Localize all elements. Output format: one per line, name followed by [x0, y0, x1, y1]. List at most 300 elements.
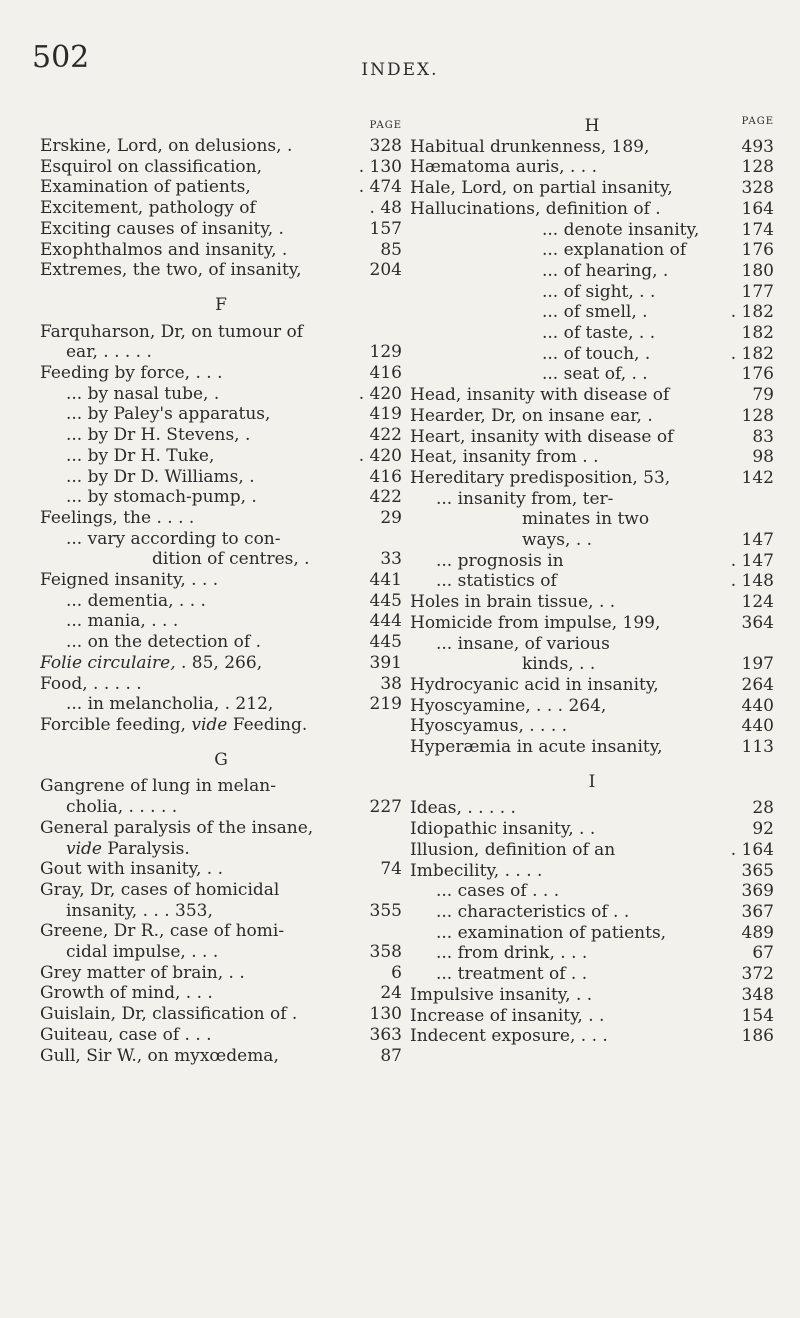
entry-text	[436, 964, 738, 985]
entry-text	[40, 983, 376, 1004]
entry-main: Forcible feeding,	[40, 714, 192, 735]
entry-main: Exophthalmos and insanity, .	[40, 239, 288, 260]
entry-main: Extremes, the two, of insanity,	[40, 260, 302, 281]
entry-text	[542, 220, 738, 241]
entry-page: . 130	[358, 156, 402, 177]
entry-page: 182	[741, 323, 774, 344]
entry-text	[40, 674, 376, 695]
entry-page: 364	[741, 612, 774, 633]
entry-page: 227	[369, 797, 402, 818]
index-entry	[410, 1006, 774, 1027]
entry-text	[410, 613, 738, 634]
entry-main: Gray, Dr, cases of homicidal	[40, 879, 280, 900]
entry-text	[410, 840, 727, 861]
entry-text	[40, 921, 398, 942]
entry-text	[522, 509, 770, 530]
entry-text	[410, 861, 738, 882]
entry-main: Excitement, pathology of	[40, 198, 256, 219]
index-entry	[40, 632, 402, 653]
entry-text	[40, 818, 398, 839]
index-entry	[410, 199, 774, 220]
index-entry	[410, 261, 774, 282]
index-entry	[40, 901, 402, 922]
index-entry	[40, 363, 402, 384]
entry-page: 79	[752, 385, 774, 406]
entry-text	[40, 198, 366, 219]
entry-main: ways, . .	[522, 530, 593, 551]
entry-main: kinds, . .	[522, 654, 596, 675]
entry-text	[410, 985, 738, 1006]
entry-main: Examination of patients,	[40, 177, 251, 198]
entry-text	[542, 282, 738, 303]
index-entry	[40, 404, 402, 425]
section-g	[40, 776, 402, 1066]
index-entry	[40, 467, 402, 488]
entry-main: Heat, insanity from . .	[410, 447, 599, 468]
entry-page: 328	[741, 178, 774, 199]
index-entry	[410, 551, 774, 572]
entry-main: ... of taste, . .	[542, 323, 656, 344]
entry-main: Gull, Sir W., on myxœdema,	[40, 1045, 279, 1066]
section-f	[40, 322, 402, 736]
entry-page: 365	[741, 860, 774, 881]
entry-page: 355	[369, 900, 402, 921]
entry-main: Grey matter of brain, . .	[40, 962, 245, 983]
index-entry	[410, 737, 774, 758]
index-entry	[40, 1004, 402, 1025]
entry-main: ear, . . . . .	[66, 342, 152, 363]
entry-page: 113	[741, 737, 774, 758]
index-entry	[40, 921, 402, 942]
entry-page: 204	[369, 260, 402, 281]
entry-main: Increase of insanity, . .	[410, 1005, 605, 1026]
entry-main: ... insanity from, ter-	[436, 488, 614, 509]
entry-page: 87	[380, 1045, 402, 1066]
entry-main: ... cases of . . .	[436, 881, 560, 902]
entry-page: 124	[741, 592, 774, 613]
index-entry	[40, 674, 402, 695]
entry-page: 493	[741, 136, 774, 157]
entry-main: Hyoscyamus, . . . .	[410, 716, 568, 737]
section-i	[410, 798, 774, 1046]
left-column	[40, 116, 402, 1066]
entry-main: General paralysis of the insane,	[40, 817, 314, 838]
index-entry	[410, 427, 774, 448]
entry-page: 157	[369, 218, 402, 239]
entry-page: . 147	[730, 550, 774, 571]
index-entry	[410, 819, 774, 840]
index-entry	[40, 446, 402, 467]
index-entry	[410, 943, 774, 964]
index-entry	[40, 219, 402, 240]
entry-text	[410, 427, 748, 448]
entry-page: 419	[369, 404, 402, 425]
entry-main: Idiopathic insanity, . .	[410, 819, 596, 840]
entry-text	[542, 240, 738, 261]
entry-main: Hyoscyamine, . . . 264,	[410, 695, 607, 716]
entry-text	[410, 696, 738, 717]
entry-text	[40, 322, 398, 343]
entry-page: 367	[741, 902, 774, 922]
entry-main: ... in melancholia, . 212,	[66, 694, 274, 715]
entry-page: 440	[741, 695, 774, 716]
index-entry	[410, 468, 774, 489]
entry-main: Holes in brain tissue, . .	[410, 592, 616, 613]
entry-text	[522, 530, 738, 551]
entry-page: 358	[369, 942, 402, 963]
entry-page: 391	[369, 652, 402, 673]
entry-main: ... mania, . . .	[66, 611, 179, 632]
index-entry	[40, 198, 402, 219]
entry-main: ... by Paley's apparatus,	[66, 404, 271, 425]
entry-main: Hæmatoma auris, . . .	[410, 157, 597, 178]
index-entry	[40, 425, 402, 446]
index-entry	[410, 716, 774, 737]
entry-main: Heart, insanity with disease of	[410, 426, 674, 447]
entry-text	[40, 1025, 366, 1046]
entry-text	[66, 797, 366, 818]
entry-text	[410, 819, 748, 840]
entry-text	[66, 425, 366, 446]
entry-text	[410, 798, 748, 819]
entry-text	[152, 549, 376, 570]
entry-main: Hyperæmia in acute insanity,	[410, 737, 663, 758]
index-entry	[40, 508, 402, 529]
entry-text	[66, 467, 366, 488]
entry-text	[66, 901, 366, 922]
index-entry	[40, 776, 402, 797]
entry-text	[410, 675, 738, 696]
entry-text	[40, 859, 376, 880]
index-entry	[40, 818, 402, 839]
entry-text	[66, 591, 366, 612]
entry-page: . 148	[730, 571, 774, 592]
entry-main: Habitual drunkenness, 189,	[410, 136, 650, 157]
entry-main: Hydrocyanic acid in insanity,	[410, 674, 659, 695]
index-entry	[410, 985, 774, 1006]
page-heading-right: PAGE	[741, 116, 774, 127]
entry-main: Guiteau, case of . . .	[40, 1024, 212, 1045]
entry-main: Esquirol on classification,	[40, 156, 263, 177]
entry-main: Indecent exposure, . . .	[410, 1026, 608, 1047]
index-entry	[410, 840, 774, 861]
entry-text	[410, 468, 738, 489]
index-entry	[410, 220, 774, 241]
entry-text	[410, 1026, 738, 1047]
entry-text	[436, 923, 738, 944]
entry-page: . 182	[730, 343, 774, 364]
entry-page: 489	[741, 922, 774, 943]
entry-text	[410, 178, 738, 199]
entry-page: . 182	[730, 302, 774, 323]
entry-tail: Feeding.	[227, 714, 308, 735]
entry-page: 28	[752, 798, 774, 819]
entry-page: 441	[369, 570, 402, 591]
entry-text	[410, 385, 748, 406]
entry-page: 92	[752, 819, 774, 840]
entry-page: 128	[741, 405, 774, 426]
entry-page: 67	[752, 943, 774, 964]
right-header	[410, 116, 774, 137]
entry-text	[436, 489, 770, 510]
entry-text	[436, 571, 727, 592]
index-entry	[410, 861, 774, 882]
entry-page: . 420	[358, 445, 402, 466]
entry-text	[40, 260, 366, 281]
entry-main: Homicide from impulse, 199,	[410, 612, 661, 633]
entry-main: Food, . . . . .	[40, 673, 142, 694]
entry-page: 6	[391, 962, 402, 983]
entry-text	[40, 508, 376, 529]
entry-main: ... on the detection of .	[66, 632, 261, 653]
entry-main: ... examination of patients,	[436, 922, 667, 943]
entry-page: 444	[369, 611, 402, 632]
entry-main: ... dementia, . . .	[66, 590, 206, 611]
entry-text	[542, 261, 738, 282]
entry-page: 186	[741, 1026, 774, 1047]
index-entry	[410, 240, 774, 261]
entry-text	[410, 199, 738, 220]
entry-main: Exciting causes of insanity, .	[40, 218, 284, 239]
entry-main: Illusion, definition of an	[410, 839, 616, 860]
entry-text	[66, 694, 366, 715]
entry-page: 422	[369, 425, 402, 446]
index-entry	[40, 653, 402, 674]
entry-page: 416	[369, 466, 402, 487]
entry-text	[66, 611, 366, 632]
index-entry	[40, 384, 402, 405]
entry-page: 154	[741, 1005, 774, 1026]
entry-text	[436, 902, 738, 923]
entry-text	[40, 157, 355, 178]
page-heading-left: PAGE	[369, 120, 402, 131]
entry-page: 363	[369, 1024, 402, 1045]
letter-heading-g: G	[214, 749, 228, 770]
entry-main: ... by Dr H. Tuke,	[66, 445, 215, 466]
entry-main: ... of touch, .	[542, 343, 651, 364]
index-entry	[410, 571, 774, 592]
entry-main: Growth of mind, . . .	[40, 983, 213, 1004]
entry-main: Hale, Lord, on partial insanity,	[410, 178, 673, 199]
entry-main: ... vary according to con-	[66, 528, 281, 549]
entry-main: Hereditary predisposition, 53,	[410, 467, 671, 488]
entry-text	[66, 446, 355, 467]
index-entry	[40, 157, 402, 178]
entry-text	[40, 570, 366, 591]
entry-text	[542, 323, 738, 344]
entry-text	[436, 634, 770, 655]
entry-page: 372	[741, 964, 774, 985]
entry-page: . 164	[730, 839, 774, 860]
right-column	[410, 116, 774, 1047]
entry-main: Feelings, the . . . .	[40, 507, 195, 528]
index-entry	[40, 963, 402, 984]
entry-text	[40, 1046, 376, 1067]
entry-text	[40, 363, 366, 384]
index-entry	[410, 344, 774, 365]
letter-heading-h: H	[584, 116, 600, 136]
index-entry	[40, 1046, 402, 1067]
index-entry	[40, 839, 402, 860]
entry-italic: Folie circulaire,	[40, 652, 176, 673]
index-entry	[410, 447, 774, 468]
index-entry	[40, 859, 402, 880]
entry-text	[436, 943, 748, 964]
index-entry	[410, 509, 774, 530]
entry-text	[436, 551, 727, 572]
entry-text	[40, 1004, 366, 1025]
entry-main: ... insane, of various	[436, 633, 610, 654]
index-entry	[40, 880, 402, 901]
index-entry	[40, 260, 402, 281]
entry-main: . 85, 266,	[175, 652, 263, 673]
entry-text	[410, 157, 738, 178]
index-entry	[410, 530, 774, 551]
index-entry	[410, 302, 774, 323]
entry-page: 174	[741, 219, 774, 240]
entry-main: Paralysis.	[101, 838, 190, 859]
index-entry	[40, 591, 402, 612]
entry-main: Feeding by force, . . .	[40, 363, 223, 384]
entry-main: Farquharson, Dr, on tumour of	[40, 321, 304, 342]
letter-heading-f: F	[215, 294, 227, 315]
index-entry	[40, 529, 402, 550]
entry-main: ... by Dr H. Stevens, .	[66, 425, 251, 446]
entry-italic: vide	[66, 838, 102, 859]
entry-page: . 474	[358, 177, 402, 198]
entry-page: 164	[741, 198, 774, 219]
index-entry	[40, 797, 402, 818]
entry-page: 328	[369, 136, 402, 156]
index-entry	[410, 592, 774, 613]
index-entry	[410, 654, 774, 675]
entry-main: ... prognosis in	[436, 550, 564, 571]
entry-page: 83	[752, 426, 774, 447]
entry-page: 98	[752, 447, 774, 468]
entry-page: 180	[741, 260, 774, 281]
entry-text	[410, 737, 738, 758]
section-h	[410, 137, 774, 758]
page-number: 502	[32, 40, 90, 75]
index-entry	[40, 611, 402, 632]
entry-text	[410, 137, 738, 158]
index-entry	[410, 364, 774, 385]
entry-main: ... treatment of . .	[436, 964, 588, 985]
index-entry	[410, 923, 774, 944]
entry-main: Greene, Dr R., case of homi-	[40, 921, 285, 942]
entry-text	[436, 881, 738, 902]
entry-page: 147	[741, 530, 774, 551]
index-entry	[40, 322, 402, 343]
index-entry	[40, 136, 402, 157]
index-entry	[410, 613, 774, 634]
entry-text	[66, 487, 366, 508]
entry-main: cidal impulse, . . .	[66, 942, 219, 963]
index-entry	[40, 342, 402, 363]
entry-text	[542, 302, 727, 323]
entry-main: ... from drink, . . .	[436, 943, 588, 964]
entry-text	[410, 1006, 738, 1027]
entry-page: 177	[741, 281, 774, 302]
running-head: INDEX.	[361, 60, 439, 80]
entry-text	[40, 963, 387, 984]
index-entry	[410, 902, 774, 923]
index-entry	[40, 983, 402, 1004]
index-entry	[410, 385, 774, 406]
entry-text	[522, 654, 738, 675]
entry-text	[66, 529, 398, 550]
entry-main: Impulsive insanity, . .	[410, 984, 593, 1005]
entry-main: Imbecility, . . . .	[410, 860, 543, 881]
entry-page: 24	[380, 983, 402, 1004]
entry-main: minates in two	[522, 509, 650, 530]
entry-text	[40, 653, 366, 674]
entry-page: 219	[369, 694, 402, 715]
entry-page: . 420	[358, 383, 402, 404]
index-entry	[40, 570, 402, 591]
entry-main: ... by nasal tube, .	[66, 383, 220, 404]
entry-text	[66, 384, 355, 405]
entry-text	[66, 942, 366, 963]
index-entry	[410, 406, 774, 427]
entry-main: ... of smell, .	[542, 302, 648, 323]
entry-page: 142	[741, 467, 774, 488]
entry-text	[40, 136, 366, 157]
index-entry	[410, 157, 774, 178]
entry-main: Ideas, . . . . .	[410, 798, 516, 819]
entry-page: 33	[380, 549, 402, 570]
entry-page: 264	[741, 674, 774, 695]
entry-page: 176	[741, 364, 774, 385]
index-entry	[410, 964, 774, 985]
entry-main: ... characteristics of . .	[436, 902, 630, 922]
index-entry	[40, 694, 402, 715]
entry-text	[66, 839, 398, 860]
entry-page: 416	[369, 363, 402, 384]
entry-main: cholia, . . . . .	[66, 797, 178, 818]
entry-main: ... by Dr D. Williams, .	[66, 466, 255, 487]
entry-text	[40, 880, 398, 901]
entry-main: Gout with insanity, . .	[40, 859, 223, 880]
entry-main: Guislain, Dr, classification of .	[40, 1004, 298, 1025]
entry-page: 348	[741, 984, 774, 1005]
entry-text	[410, 406, 738, 427]
entry-text	[66, 404, 366, 425]
entry-text	[542, 344, 727, 365]
entry-text	[40, 240, 376, 261]
index-entry	[410, 1026, 774, 1047]
entry-page: 197	[741, 654, 774, 675]
index-entry	[410, 881, 774, 902]
entry-page: 445	[369, 632, 402, 653]
index-entry	[410, 137, 774, 158]
entry-main: dition of centres, .	[152, 549, 310, 570]
entry-page: 74	[380, 859, 402, 880]
index-entry	[410, 798, 774, 819]
entry-text	[40, 715, 398, 736]
index-entry	[410, 282, 774, 303]
index-entry	[40, 240, 402, 261]
entry-text	[542, 364, 738, 385]
entry-page: 29	[380, 507, 402, 528]
entry-main: Gangrene of lung in melan-	[40, 776, 276, 797]
index-entry	[40, 177, 402, 198]
entry-main: Head, insanity with disease of	[410, 385, 670, 406]
entry-main: ... denote insanity,	[542, 219, 700, 240]
entry-italic-tail: vide	[191, 714, 228, 735]
entry-main: ... by stomach-pump, .	[66, 487, 257, 508]
index-entry	[40, 487, 402, 508]
